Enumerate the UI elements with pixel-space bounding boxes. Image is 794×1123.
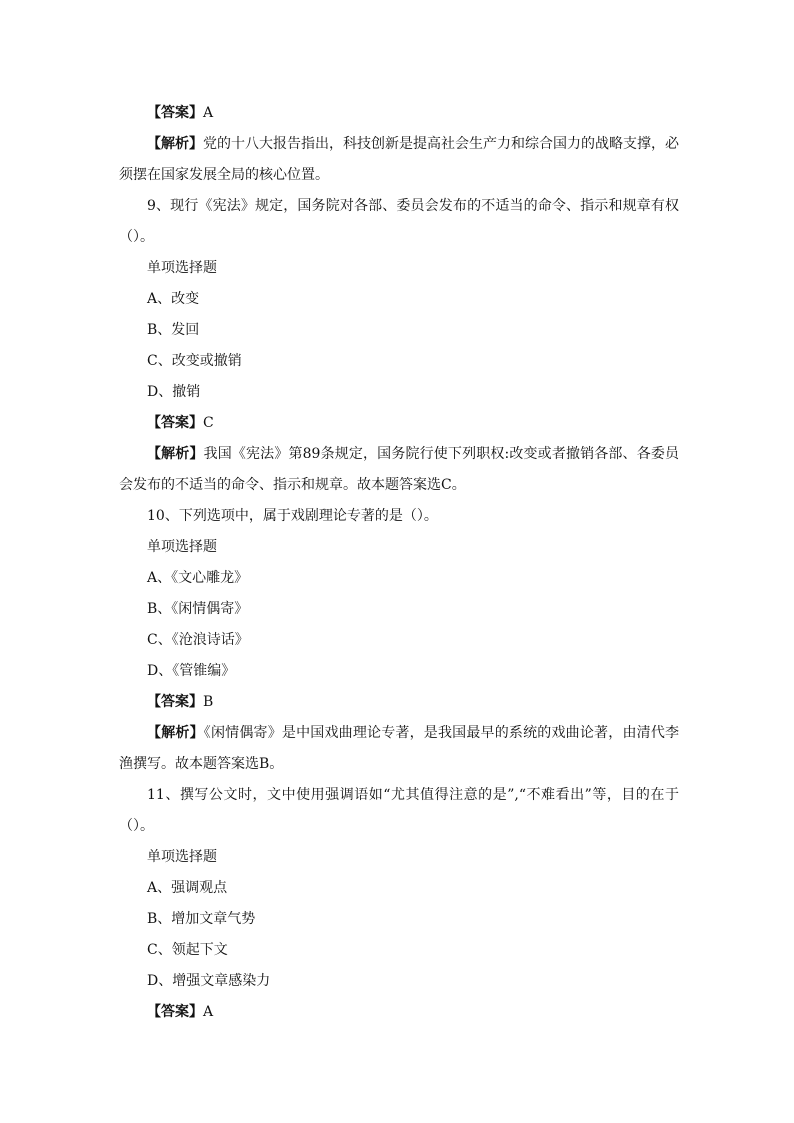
answer-line bbox=[119, 98, 679, 129]
answer-line bbox=[119, 997, 679, 1028]
option-c: C、改变或撤销 bbox=[147, 353, 242, 369]
answer-line bbox=[119, 408, 679, 439]
analysis-paragraph bbox=[119, 439, 679, 501]
answer-value: C bbox=[203, 415, 214, 431]
answer-bracket: 【答案】 bbox=[147, 1004, 203, 1020]
analysis-text: 我国《宪法》第89条规定，国务院行使下列职权:改变或者撤销各部、各委员会发布的不适当的命令、指示和规章。故本题答案选C。 bbox=[119, 446, 680, 493]
analysis-bracket: 【解析】 bbox=[147, 136, 203, 152]
option-d: D、撤销 bbox=[147, 384, 201, 400]
question-11: 11、撰写公文时，文中使用强调语如“尤其值得注意的是”,“不难看出”等，目的在于（）。 bbox=[119, 787, 679, 834]
question-type: 单项选择题 bbox=[147, 260, 217, 276]
option-c: C、《沧浪诗话》 bbox=[147, 632, 249, 648]
question-9: 9、现行《宪法》规定，国务院对各部、委员会发布的不适当的命令、指示和规章有权（）。 bbox=[119, 198, 679, 245]
answer-line bbox=[119, 687, 679, 718]
answer-bracket: 【答案】 bbox=[147, 415, 203, 431]
option-a: A、强调观点 bbox=[147, 880, 228, 896]
answer-value: A bbox=[203, 105, 214, 121]
question-type: 单项选择题 bbox=[147, 849, 217, 865]
option-b: B、《闲情偶寄》 bbox=[147, 601, 249, 617]
answer-bracket: 【答案】 bbox=[147, 694, 203, 710]
analysis-paragraph bbox=[119, 718, 679, 780]
question-10: 10、下列选项中，属于戏剧理论专著的是（）。 bbox=[147, 508, 438, 524]
option-c: C、领起下文 bbox=[147, 942, 228, 958]
document-content bbox=[119, 98, 679, 1028]
option-d: D、《管锥编》 bbox=[147, 663, 236, 679]
analysis-text: 《闲情偶寄》是中国戏曲理论专著，是我国最早的系统的戏曲论著，由清代李渔撰写。故本题答案选B。 bbox=[119, 725, 680, 772]
option-b: B、增加文章气势 bbox=[147, 911, 256, 927]
analysis-paragraph bbox=[119, 129, 679, 191]
analysis-bracket: 【解析】 bbox=[147, 725, 204, 741]
analysis-text: 党的十八大报告指出，科技创新是提高社会生产力和综合国力的战略支撑，必须摆在国家发展全局的核心位置。 bbox=[119, 136, 679, 183]
analysis-bracket: 【解析】 bbox=[147, 446, 204, 462]
answer-bracket: 【答案】 bbox=[147, 105, 203, 121]
option-d: D、增强文章感染力 bbox=[147, 973, 271, 989]
answer-value: A bbox=[203, 1004, 214, 1020]
question-type: 单项选择题 bbox=[147, 539, 217, 555]
answer-value: B bbox=[203, 694, 214, 710]
option-a: A、《文心雕龙》 bbox=[147, 570, 249, 586]
option-a: A、改变 bbox=[147, 291, 200, 307]
option-b: B、发回 bbox=[147, 322, 200, 338]
